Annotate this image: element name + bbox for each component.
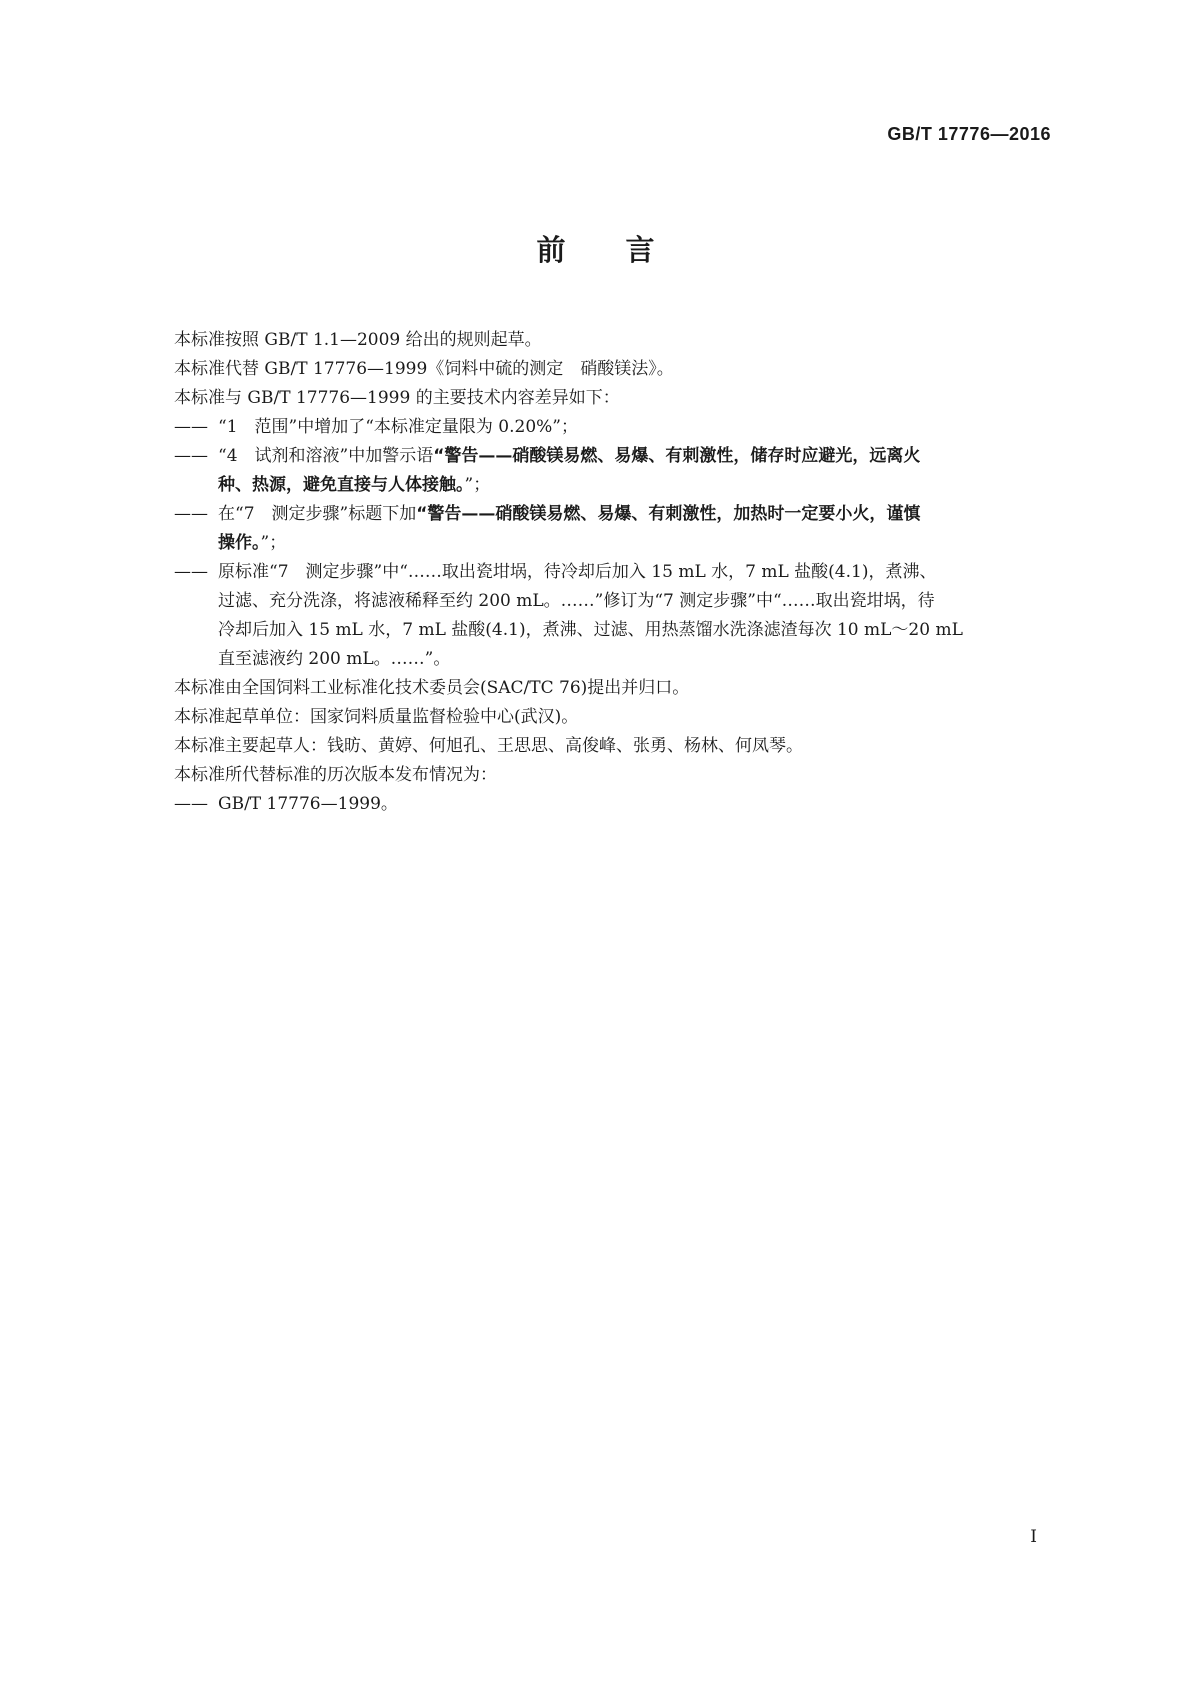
list-dash: ——	[174, 504, 208, 524]
change-text-line	[218, 529, 1054, 558]
change-item-procedure-revision	[174, 558, 1054, 674]
change-text-line	[218, 500, 1054, 529]
list-dash: ——	[174, 417, 208, 437]
previous-version-text: GB/T 17776—1999。	[218, 794, 398, 814]
paragraph-drafting-rules: 本标准按照 GB/T 1.1—2009 给出的规则起草。	[174, 330, 542, 350]
change-text-line	[218, 442, 1054, 471]
change-text-line: 直至滤液约 200 mL。……”。	[218, 649, 451, 669]
list-dash: ——	[174, 794, 208, 814]
change-text-line: 过滤、充分洗涤，将滤液稀释至约 200 mL。……”修订为“7 测定步骤”中“……取出瓷坩埚，待	[218, 591, 935, 611]
change-text-line: 冷却后加入 15 mL 水，7 mL 盐酸(4.1)，煮沸、过滤、用热蒸馏水洗涤滤渣每次 10 mL～20 mL	[218, 620, 963, 640]
change-text: “1 范围”中增加了“本标准定量限为 0.20%”；	[218, 417, 578, 437]
paragraph-previous-versions: 本标准所代替标准的历次版本发布情况为：	[174, 765, 497, 785]
paragraph-proposed-by: 本标准由全国饲料工业标准化技术委员会(SAC/TC 76)提出并归口。	[174, 678, 690, 698]
change-item-procedure-warning	[174, 500, 1054, 558]
list-dash: ——	[174, 446, 208, 466]
list-dash: ——	[174, 562, 208, 582]
warning-text: “警告——硝酸镁易燃、易爆、有刺激性，加热时一定要小火，谨慎	[416, 504, 921, 524]
page-number: I	[1030, 1527, 1037, 1547]
change-text-plain: ”；	[464, 475, 491, 495]
paragraph-drafting-unit: 本标准起草单位：国家饲料质量监督检验中心(武汉)。	[174, 707, 579, 727]
change-text-plain: “4 试剂和溶液”中加警示语	[218, 446, 434, 466]
paragraph-differences-intro: 本标准与 GB/T 17776—1999 的主要技术内容差异如下：	[174, 388, 620, 408]
warning-text: 种、热源，避免直接与人体接触。	[218, 475, 465, 495]
change-text-line: 原标准“7 测定步骤”中“……取出瓷坩埚，待冷却后加入 15 mL 水，7 mL 盐酸(4.1)，煮沸、	[218, 562, 937, 582]
warning-text: “警告——硝酸镁易燃、易爆、有刺激性，储存时应避光，远离火	[433, 446, 921, 466]
change-text-line	[218, 471, 1054, 500]
warning-text: 操作。	[218, 533, 261, 553]
standard-number: GB/T 17776—2016	[887, 124, 1051, 144]
foreword-body	[174, 326, 1054, 819]
paragraph-drafters: 本标准主要起草人：钱昉、黄婷、何旭孔、王思思、高俊峰、张勇、杨林、何凤琴。	[174, 736, 803, 756]
page-title: 前言	[536, 233, 715, 267]
change-text-plain: ”；	[260, 533, 287, 553]
paragraph-replaces: 本标准代替 GB/T 17776—1999《饲料中硫的测定 硝酸镁法》。	[174, 359, 674, 379]
previous-version-item	[174, 790, 1054, 819]
change-item-reagents-warning	[174, 442, 1054, 500]
change-text-plain: 在“7 测定步骤”标题下加	[218, 504, 417, 524]
change-item-scope	[174, 413, 1054, 442]
